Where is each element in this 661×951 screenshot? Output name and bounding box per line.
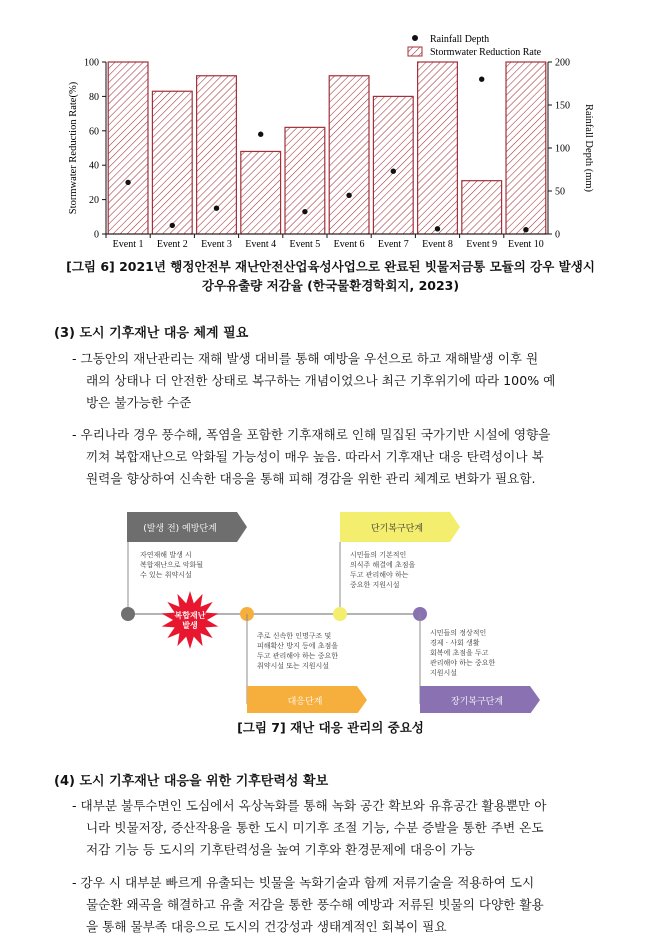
reduction-rate-bar	[506, 62, 546, 234]
reduction-rate-bar	[152, 91, 192, 234]
x-tick-label: Event 1	[112, 239, 144, 250]
y2-tick-label: 100	[555, 143, 570, 155]
rainfall-point	[346, 193, 351, 198]
stage4-desc-line: 회복에 초점을 두고	[430, 649, 489, 657]
section4-title: (4) 도시 기후재난 대응을 위한 기후탄력성 확보	[54, 774, 329, 789]
figure7-caption: [그림 7] 재난 대응 관리의 중요성	[237, 720, 424, 735]
stage2-desc-line: 취약시설 또는 지원시설	[257, 662, 330, 670]
x-tick-label: Event 4	[245, 239, 277, 250]
stage4-label: 장기복구단계	[450, 697, 504, 707]
rainfall-point	[214, 206, 219, 211]
x-tick-label: Event 7	[377, 239, 409, 250]
stage4-desc-line: 지원시설	[430, 669, 458, 677]
stage1-desc-line: 복합재난으로 악화될	[140, 561, 204, 569]
rainfall-point	[479, 77, 484, 82]
y-tick-label: 20	[89, 195, 99, 207]
reduction-rate-bar	[285, 127, 325, 234]
stage2-label: 대응단계	[287, 697, 323, 707]
paragraph-line: 을 통해 물부족 대응으로 도시의 건강성과 생태계적인 회복이 필요	[86, 919, 447, 934]
reduction-rate-bar	[462, 181, 502, 234]
legend-reduction-swatch	[408, 47, 422, 56]
reduction-rate-bar	[418, 62, 458, 234]
paragraph-line: 니라 빗물저장, 증산작용을 통한 도시 미기후 조절 기능, 수분 증발을 통한 주변 온도	[86, 820, 544, 835]
burst-label-line2: 발생	[182, 621, 198, 630]
stage3-desc-line: 두고 관리해야 하는	[350, 571, 409, 579]
y2-tick-label: 50	[555, 186, 565, 198]
reduction-rate-bar	[108, 62, 148, 234]
section4-bullet1	[72, 795, 617, 861]
paragraph-line: - 우리나라 경우 풍수해, 폭염을 포함한 기후재해로 인해 밀집된 국가기반 시설에 영향을	[72, 427, 551, 442]
paragraph-line: - 대부분 불투수면인 도심에서 옥상녹화를 통해 녹화 공간 확보와 유휴공간 활용뿐만 아	[72, 798, 547, 813]
disaster-response-timeline	[110, 508, 550, 713]
reduction-rate-bar	[241, 151, 281, 234]
rainfall-point	[523, 227, 528, 232]
plot-area	[108, 62, 546, 234]
y-tick-label: 40	[89, 160, 99, 172]
stage4-desc-line: 시민들의 정상적인	[430, 629, 487, 637]
y2-tick-label: 150	[555, 100, 570, 112]
paragraph-line: 저감 기능 등 도시의 기후탄력성을 높여 기후와 환경문제에 대응이 가능	[86, 842, 475, 857]
rainfall-point	[125, 180, 130, 185]
x-tick-label: Event 9	[466, 239, 498, 250]
stage1-desc-line: 자연재해 발생 시	[140, 551, 192, 559]
x-tick-label: Event 6	[333, 239, 365, 250]
chart-legend	[408, 34, 542, 58]
stage4-desc-line: 관리해야 하는 중요한	[430, 659, 496, 667]
stage2-desc-line: 두고 관리해야 하는 중요한	[257, 652, 339, 660]
stormwater-chart	[0, 0, 661, 255]
y2-tick-label: 0	[555, 229, 560, 241]
y-tick-label: 100	[84, 57, 99, 69]
paragraph-line: - 그동안의 재난관리는 재해 발생 대비를 통해 예방을 우선으로 하고 재해발생 이후 원	[72, 351, 539, 366]
stage3-desc-line: 중요한 지원시설	[350, 581, 400, 589]
stage1-marker	[121, 607, 135, 621]
y-tick-label: 60	[89, 126, 99, 138]
section3-title: (3) 도시 기후재난 대응 체계 필요	[54, 326, 249, 341]
paragraph-line: - 강우 시 대부분 빠르게 유출되는 빗물을 녹화기술과 함께 저류기술을 적용하여 도시	[72, 875, 535, 890]
paragraph-line: 래의 상태나 더 안전한 상태로 복구하는 개념이었으나 최근 기후위기에 따라 100% 예	[86, 373, 556, 388]
complex-disaster-burst-icon	[162, 591, 219, 649]
figure6-caption-line2: 강우유출량 저감율 (한국물환경학회지, 2023)	[201, 278, 460, 293]
reduction-rate-bar	[329, 76, 369, 234]
legend-rainfall-marker	[412, 35, 418, 41]
paragraph-line: 물순환 왜곡을 해결하고 유출 저감을 통한 풍수해 예방과 저류된 빗물의 다양한 활용	[86, 897, 544, 912]
stage2-desc-line: 주로 신속한 인명구조 및	[257, 632, 332, 640]
y-axis-title: Stormwater Reduction Rate(%)	[68, 81, 79, 215]
paragraph-line: 원력을 향상하여 신속한 대응을 통해 피해 경감을 위한 관리 체계로 변화가 필요함.	[86, 471, 536, 486]
legend-reduction-label: Stormwater Reduction Rate	[430, 47, 542, 58]
y2-axis-title: Rainfall Depth (mm)	[583, 103, 594, 193]
stage2-desc-line: 피해확산 방지 등에 초점을	[257, 642, 339, 650]
x-tick-label: Event 3	[201, 239, 232, 250]
stage1-desc-line: 수 있는 취약시설	[140, 571, 192, 579]
rainfall-point	[302, 209, 307, 214]
x-tick-label: Event 5	[289, 239, 321, 250]
rainfall-point	[170, 223, 175, 228]
stage3-desc-line: 시민들의 기본적인	[350, 551, 407, 559]
rainfall-point	[391, 169, 396, 174]
stage3-desc-line: 의식주 해결에 초점을	[350, 561, 416, 569]
rainfall-point	[435, 226, 440, 231]
paragraph-line: 방은 불가능한 수준	[86, 395, 192, 410]
y-tick-label: 80	[89, 91, 99, 103]
figure6-caption-line1: [그림 6] 2021년 행정안전부 재난안전산업육성사업으로 완료된 빗물저금통 모듈의 강우 발생시	[66, 259, 595, 274]
y2-tick-label: 200	[555, 57, 570, 69]
stage3-marker	[333, 607, 347, 621]
stage1-label: (발생 전) 예방단계	[143, 524, 217, 534]
rainfall-point	[258, 132, 263, 137]
x-tick-label: Event 8	[422, 239, 453, 250]
reduction-rate-bar	[373, 96, 413, 234]
y-tick-label: 0	[94, 229, 99, 241]
paragraph-line: 끼쳐 복합재난으로 악화될 가능성이 매우 높음. 따라서 기후재난 대응 탄력성이나 복	[86, 449, 544, 464]
x-tick-label: Event 2	[156, 239, 188, 250]
legend-rainfall-label: Rainfall Depth	[430, 34, 490, 45]
section3-bullet1	[72, 348, 617, 414]
stage3-label: 단기복구단계	[370, 524, 424, 534]
section4-bullet2	[72, 872, 617, 938]
section3-bullet2	[72, 424, 617, 490]
x-tick-label: Event 10	[507, 239, 544, 250]
burst-label-line1: 복합재난	[174, 611, 206, 620]
stage4-desc-line: 경제 · 사회 생활	[430, 639, 480, 647]
